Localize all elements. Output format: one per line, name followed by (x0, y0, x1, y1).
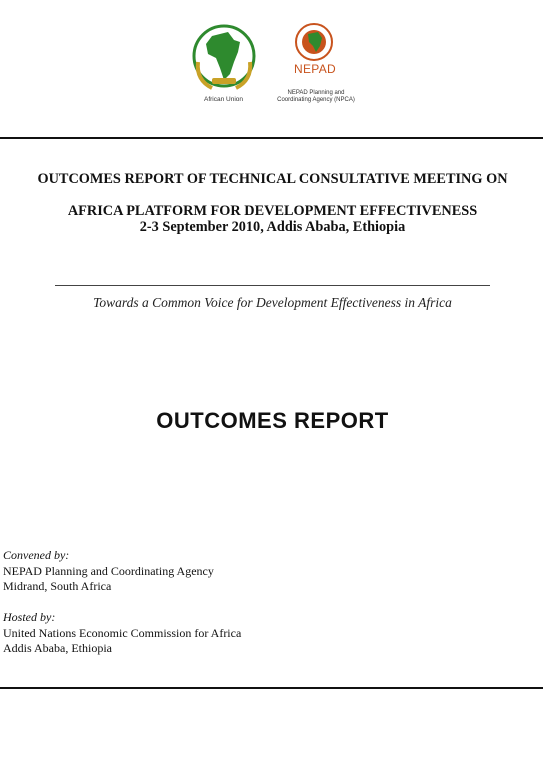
nepad-logo (276, 22, 356, 112)
convened-location: Midrand, South Africa (3, 579, 112, 593)
meeting-date: 2-3 September 2010, Addis Ababa, Ethiopia (139, 219, 406, 235)
report-heading: OUTCOMES REPORT (156, 408, 389, 433)
tagline-underline (55, 285, 490, 286)
nepad-caption: NEPAD Planning and Coordinating Agency (NPCA) (277, 90, 355, 103)
hosted-location: Addis Ababa, Ethiopia (3, 641, 112, 655)
header-logos (190, 22, 360, 112)
tagline: Towards a Common Voice for Development Effectiveness in Africa (93, 295, 452, 310)
african-union-logo (190, 22, 260, 110)
hosted-label: Hosted by: (3, 610, 56, 624)
au-caption: African Union (204, 96, 244, 103)
convened-label: Convened by: (3, 548, 70, 562)
nepad-wordmark: NEPAD (294, 62, 336, 76)
title-line-1: OUTCOMES REPORT OF TECHNICAL CONSULTATIVE MEETING ON (37, 171, 508, 187)
title-line-2: AFRICA PLATFORM FOR DEVELOPMENT EFFECTIVENESS (67, 203, 478, 219)
hosted-org: United Nations Economic Commission for Africa (3, 625, 242, 640)
convened-org: NEPAD Planning and Coordinating Agency (3, 563, 214, 578)
convened-block (3, 548, 214, 595)
african-union-emblem-icon (190, 22, 260, 96)
nepad-emblem-icon (276, 22, 356, 64)
document-title (0, 163, 545, 227)
bottom-divider (0, 687, 543, 689)
hosted-block (3, 610, 241, 657)
top-divider (0, 137, 543, 139)
